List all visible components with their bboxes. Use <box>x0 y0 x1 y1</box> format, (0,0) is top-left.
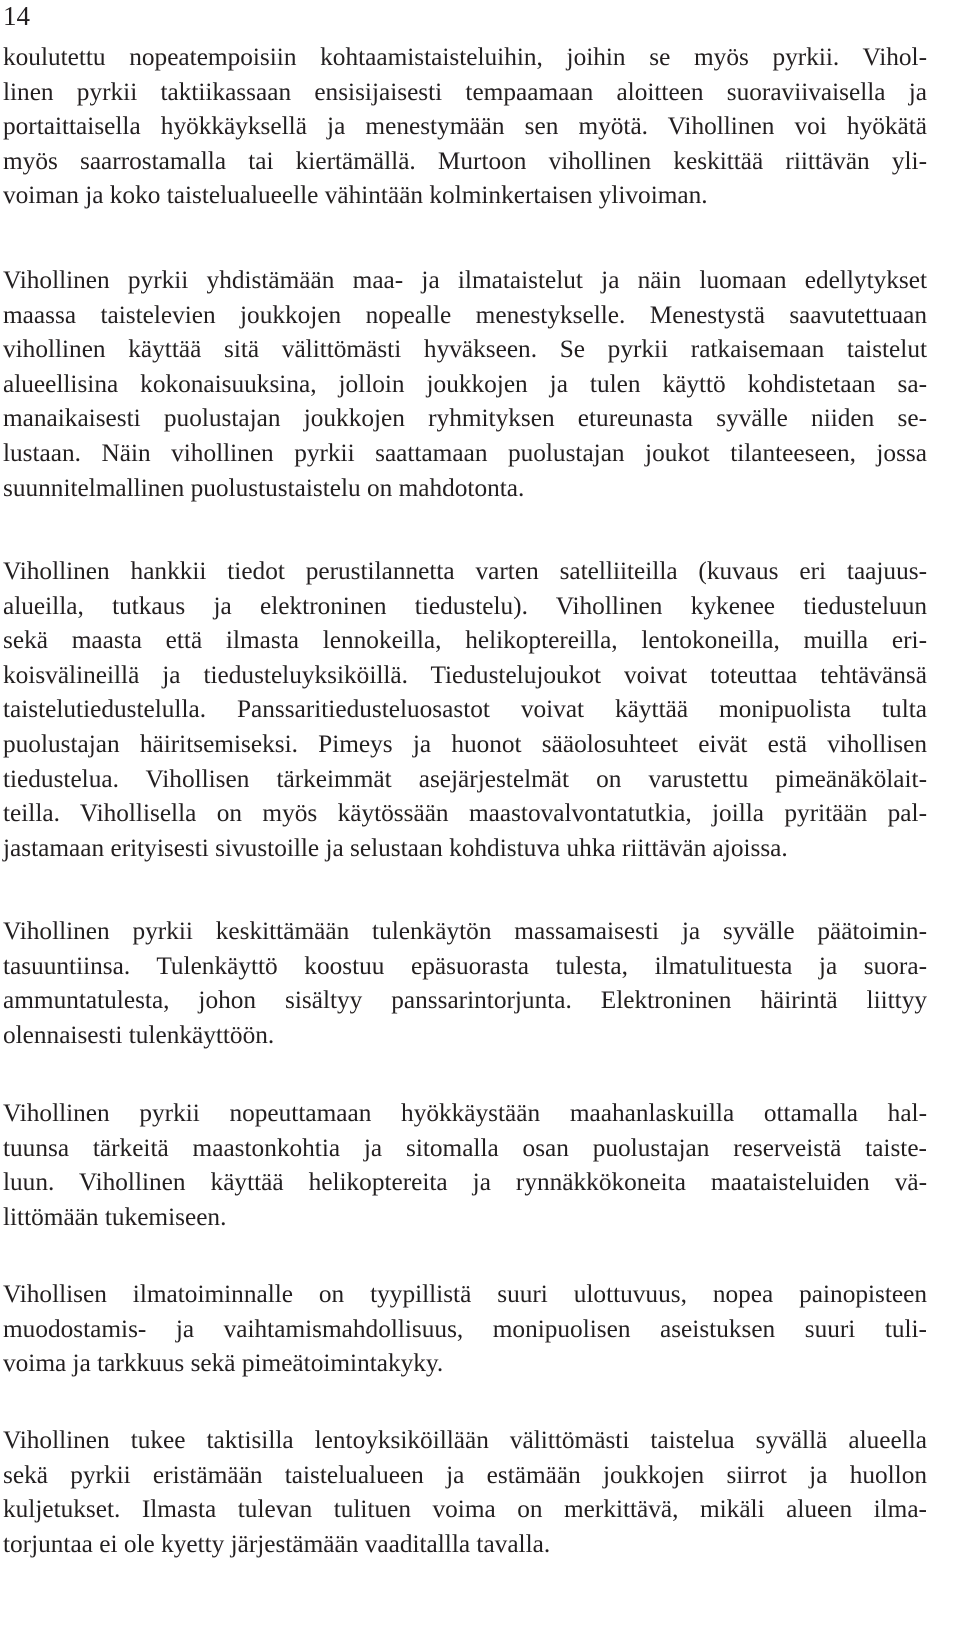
text-line: alueilla, tutkaus ja elektroninen tiedustelu). Vihollinen kykenee tiedusteluun <box>3 591 927 620</box>
text-line: taistelutiedustelulla. Panssaritiedusteluosastot voivat käyttää monipuolista tulta <box>3 695 927 724</box>
text-line: voima ja tarkkuus sekä pimeätoimintakyky. <box>3 1349 444 1378</box>
text-line: kuljetukset. Ilmasta tulevan tulituen voima on merkittävä, mikäli alueen ilma- <box>3 1495 927 1524</box>
text-line: sekä pyrkii eristämään taistelualueen ja estämään joukkojen siirrot ja huollon <box>3 1460 927 1489</box>
text-line: lustaan. Näin vihollinen pyrkii saattamaan puolustajan joukot tilanteeseen, jossa <box>3 438 927 467</box>
text-line: puolustajan häiritsemiseksi. Pimeys ja huonot sääolosuhteet eivät estä vihollisen <box>3 729 927 758</box>
paragraph-5 <box>3 1096 927 1234</box>
text-line: luun. Vihollinen käyttää helikoptereita ja rynnäkkökoneita maataisteluiden vä- <box>3 1168 927 1197</box>
text-line: littömään tukemiseen. <box>3 1202 227 1231</box>
text-line: myös saarrostamalla tai kiertämällä. Murtoon vihollinen keskittää riittävän yli- <box>3 146 927 175</box>
page-number: 14 <box>3 1 30 31</box>
text-line: alueellisina kokonaisuuksina, jolloin joukkojen ja tulen käyttö kohdistetaan sa- <box>3 369 927 398</box>
paragraph-7 <box>3 1423 927 1561</box>
text-line: voiman ja koko taistelualueelle vähintään kolminkertaisen ylivoiman. <box>3 181 708 210</box>
text-line: muodostamis- ja vaihtamismahdollisuus, monipuolisen aseistuksen suuri tuli- <box>3 1314 927 1343</box>
text-line: Vihollisen ilmatoiminnalle on tyypillistä suuri ulottuvuus, nopea painopisteen <box>3 1280 927 1308</box>
text-line: maassa taistelevien joukkojen nopealle menestykselle. Menestystä saavutettuaan <box>3 300 927 329</box>
text-line: linen pyrkii taktiikassaan ensisijaisesti tempaamaan aloitteen suoraviivaisella ja <box>3 77 927 106</box>
paragraph-2 <box>3 263 927 505</box>
text-line: teilla. Vihollisella on myös käytössään maastovalvontatutkia, joilla pyritään pal- <box>3 799 927 828</box>
text-line: torjuntaa ei ole kyetty järjestämään vaaditallla tavalla. <box>3 1529 551 1558</box>
text-line: Vihollinen pyrkii nopeuttamaan hyökkäystään maahanlaskuilla ottamalla hal- <box>3 1099 927 1127</box>
text-line: jastamaan erityisesti sivustoille ja selustaan kohdistuva uhka riittävän ajoissa. <box>3 833 788 862</box>
paragraph-3 <box>3 554 927 865</box>
text-line: suunnitelmallinen puolustustaistelu on mahdotonta. <box>3 473 525 502</box>
text-line: Vihollinen pyrkii yhdistämään maa- ja ilmataistelut ja näin luomaan edellytykset <box>3 266 927 294</box>
text-line: manaikaisesti puolustajan joukkojen ryhmityksen etureunasta syvälle niiden se- <box>3 404 927 433</box>
text-line: vihollinen käyttää sitä välittömästi hyväkseen. Se pyrkii ratkaisemaan taistelut <box>3 335 927 364</box>
text-line: koulutettu nopeatempoisiin kohtaamistaisteluihin, joihin se myös pyrkii. Vihol- <box>3 43 927 71</box>
paragraph-1 <box>3 40 927 213</box>
paragraph-6 <box>3 1277 927 1381</box>
text-line: sekä maasta että ilmasta lennokeilla, helikoptereilla, lentokoneilla, muilla eri- <box>3 626 927 655</box>
paragraph-4 <box>3 914 927 1052</box>
text-line: Vihollinen hankkii tiedot perustilannetta varten satelliiteilla (kuvaus eri taajuus- <box>3 557 927 585</box>
text-line: tuunsa tärkeitä maastonkohtia ja sitomalla osan puolustajan reserveistä taiste- <box>3 1133 927 1162</box>
text-line: olennaisesti tulenkäyttöön. <box>3 1020 275 1049</box>
text-line: tiedustelua. Vihollisen tärkeimmät asejärjestelmät on varustettu pimeänäkölait- <box>3 764 927 793</box>
text-line: Vihollinen pyrkii keskittämään tulenkäytön massamaisesti ja syvälle päätoimin- <box>3 917 927 945</box>
text-line: tasuuntiinsa. Tulenkäyttö koostuu epäsuorasta tulesta, ilmatulituesta ja suora- <box>3 951 927 980</box>
text-line: portaittaisella hyökkäyksellä ja menestymään sen myötä. Vihollinen voi hyökätä <box>3 112 927 141</box>
text-line: Vihollinen tukee taktisilla lentoyksiköillään välittömästi taistelua syvällä alueella <box>3 1426 927 1454</box>
text-line: ammuntatulesta, johon sisältyy panssarintorjunta. Elektroninen häirintä liittyy <box>3 986 927 1015</box>
text-line: koisvälineillä ja tiedusteluyksiköillä. Tiedustelujoukot voivat toteuttaa tehtävänsä <box>3 660 927 689</box>
